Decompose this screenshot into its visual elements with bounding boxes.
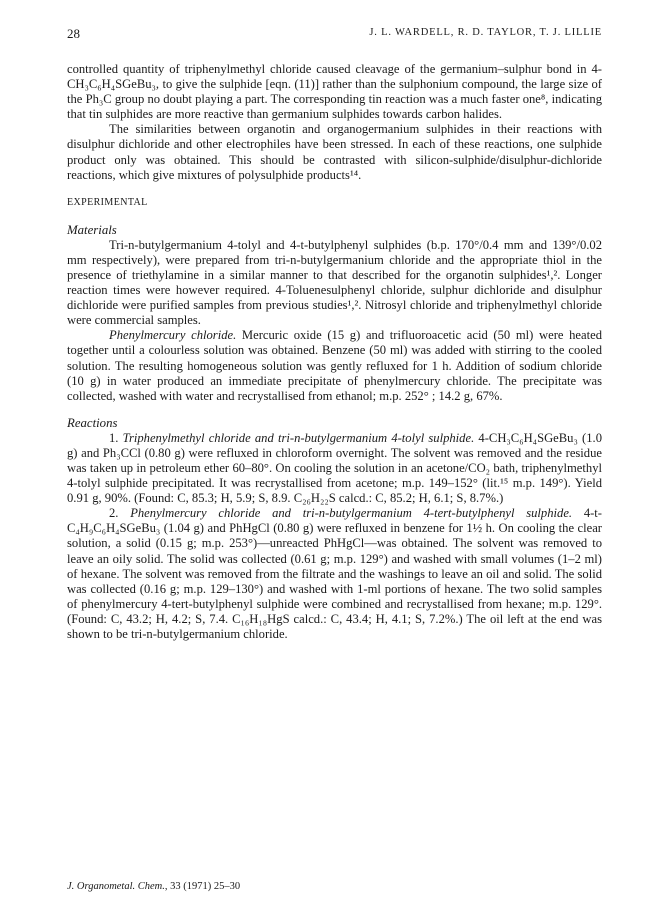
reaction-2-number: 2. (109, 506, 131, 521)
phenylmercury-title: Phenylmercury chloride. (109, 328, 237, 343)
reaction-2-text: 4-t-C₄H₉C₆H₄SGeBu₃ (1.04 g) and PhHgCl (0.80 g) were refluxed in benzene for 1½ h. On cooling the clear solution, a solid (0.15 g; m.p. 253°)—unreacted PhHgCl—was obtained. The solvent was removed to leave an oily solid. The solid was collected (0.61 g; m.p. 129°) and washed with small volumes (1–2 ml) of hexane. The solvent was removed from the filtrate and the washings to leave an oil and solid. The solid was collected (0.16 g; m.p. 129–130°) and washed with 1-ml portions of hexane. The two solid samples of phenylmercury 4-tert-butylphenyl sulphide were combined and recrystallised from hexane; m.p. 129°. (Found: C, 43.2; H, 4.2; S, 7.4. C₁₆H₁₈HgS calcd.: C, 43.4; H, 4.1; S, 7.2%.) The oil left at the end was shown to be tri-n-butylgermanium chloride. (67, 506, 602, 641)
page-number: 28 (67, 26, 80, 41)
subheading-reactions: Reactions (67, 415, 118, 430)
section-heading-experimental: EXPERIMENTAL (67, 196, 148, 208)
footer-journal: J. Organometal. Chem. (67, 881, 165, 892)
page-header (67, 26, 602, 44)
footer-citation: , 33 (1971) 25–30 (164, 881, 241, 892)
phenylmercury-text: Mercuric oxide (15 g) and trifluoroacetic acid (50 ml) were heated together until a colourless solution was obtained. Benzene (50 ml) was added with stirring to the cooled solution. The resulting homogeneous solution was gently refluxed for 1 h. Addition of sodium chloride (10 g) in water produced an immediate precipitate of phenylmercury chloride. The precipitate was collected, washed with water and recrystallised from ethanol; m.p. 252° ; 14.2 g, 67%. (67, 328, 602, 403)
article-body (67, 62, 602, 642)
paragraph-materials: Tri-n-butylgermanium 4-tolyl and 4-t-butylphenyl sulphides (b.p. 170°/0.4 mm and 139°/0.02 mm respectively), were prepared from tri-n-butylgermanium chloride and the appropriate thiol in the presence of triethylamine in a similar manner to that described for the organotin sulphides¹,². Longer reaction times were however required. 4-Toluenesulphenyl chloride, sulphur dichloride and disulphur dichloride were purified samples from previous studies¹,². Nitrosyl chloride and triphenylmethyl chloride were commercial samples. (67, 237, 602, 328)
paragraph-similarities: The similarities between organotin and organogermanium sulphides in their reactions with disulphur dichloride and other electrophiles have been stressed. In each of these reactions, one sulphide product only was obtained. This should be contrasted with silicon-sulphide/disulphur-dichloride reactions, which give mixtures of polysulphide products¹⁴. (67, 122, 602, 182)
paragraph-phenylmercury-chloride (67, 328, 602, 403)
page-footer (67, 881, 240, 892)
paragraph-intro-continued: controlled quantity of triphenylmethyl chloride caused cleavage of the germanium–sulphur bond in 4-CH₃C₆H₄SGeBu₃, to give the sulphide [eqn. (11)] rather than the sulphonium compound, the large size of the Ph₃C group no doubt playing a part. The corresponding tin reaction was a much faster one⁸, indicating that tin sulphides are more reactive than germanium sulphides towards carbon halides. (67, 62, 602, 122)
reaction-2-title: Phenylmercury chloride and tri-n-butylgermanium 4-tert-butylphenyl sulphide. (130, 506, 573, 521)
reaction-1-text: 4-CH₃C₆H₄SGeBu₃ (1.0 g) and Ph₃CCl (0.80 g) were refluxed in chloroform overnight. The solvent was removed and the residue was taken up in petroleum ether 60–80°. On cooling the solution in an acetone/CO₂ bath, triphenylmethyl 4-tolyl sulphide precipitated. It was recrystallised from acetone; m.p. 149–152° (lit.¹⁵ m.p. 149°). Yield 0.91 g, 90%. (Found: C, 85.3; H, 5.9; S, 8.9. C₂₆H₂₂S calcd.: C, 85.2; H, 6.1; S, 8.7%.) (67, 430, 602, 506)
subheading-materials: Materials (67, 222, 117, 237)
reaction-1-number: 1. (109, 430, 123, 445)
running-head: J. L. WARDELL, R. D. TAYLOR, T. J. LILLIE (369, 27, 602, 38)
paragraph-reaction-2 (67, 506, 602, 642)
paragraph-reaction-1 (67, 431, 602, 506)
reaction-1-title: Triphenylmethyl chloride and tri-n-butylgermanium 4-tolyl sulphide. (122, 430, 475, 445)
